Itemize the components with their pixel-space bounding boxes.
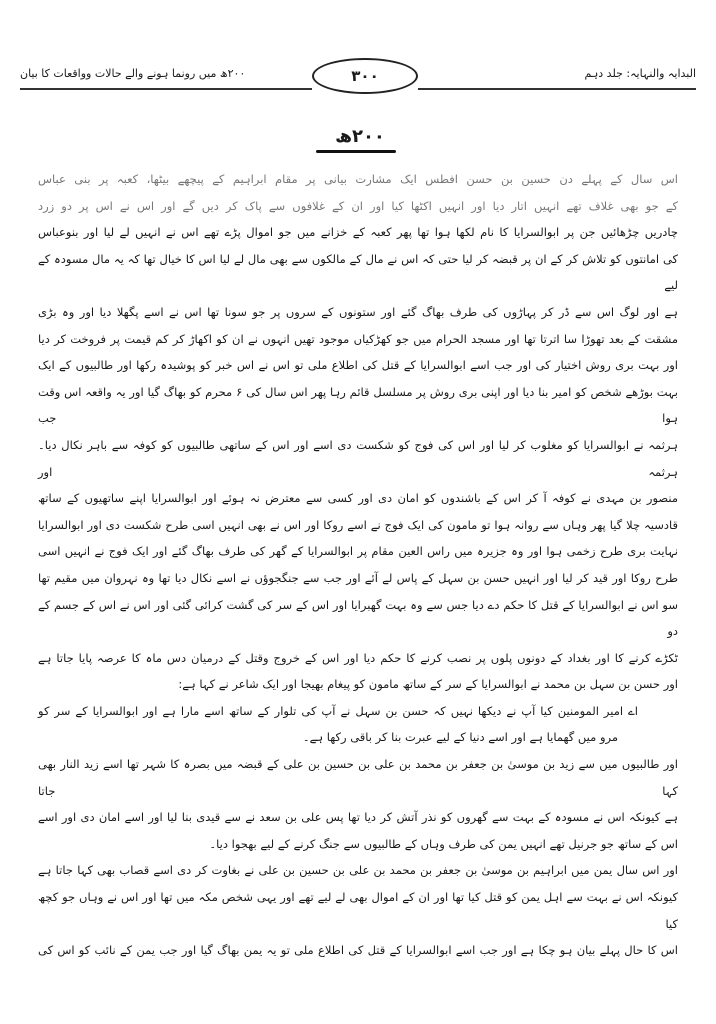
text-line: کے جو بھی غلاف تھے انہیں اتار دیا اور انہیں اکٹھا کیا اور ان کے غلافوں سے پاک کر دیں گے اور اس نے اس پر دو زرد xyxy=(38,198,678,213)
text-line: قادسیہ چلا گیا پھر وہاں سے روانہ ہوا تو مامون کی ایک فوج نے اسے روکا اور اس نے بھی انہیں اسی طرح شکست دی اور ابوالسرایا xyxy=(38,517,678,532)
body-text xyxy=(38,166,678,964)
text-line: مشقت کے بعد تھوڑا سا اترتا تھا اور مسجد الحرام میں جو کھڑکیاں موجود تھیں انہوں نے ان کو اکھاڑ کر کم قیمت پر فروخت کر دیا xyxy=(38,331,678,346)
text-line: اس سال کے پہلے دن حسین بن حسن افطس ایک مشارت بیانی پر مقام ابراہیم کے پیچھے بیٹھا، کعبہ پر بنی عباس xyxy=(38,172,678,186)
text-line: ہرثمہ نے ابوالسرایا کو مغلوب کر لیا اور اس کی فوج کو شکست دی اسے اور اس کے ساتھی طالبیوں کو کوفہ سے باہر نکال دیا۔ ہرثمہ اور xyxy=(38,437,678,479)
text-line: منصور بن مہدی نے کوفہ آ کر اس کے باشندوں کو امان دی اور کسی سے معترض نہ ہوئے اور ابوالسرایا اپنے ساتھیوں کے ساتھ xyxy=(38,491,678,506)
text-line: ہے اور لوگ اس سے ڈر کر پہاڑوں کی طرف بھاگ گئے اور ستونوں کے سروں پر جو سونا تھا اس نے اسے پگھلا دیا اور وہ بڑی xyxy=(38,304,678,319)
text-line: سو اس نے ابوالسرایا کے قتل کا حکم دے دیا جس سے وہ بہت گھبرایا اور اس کے سر کی گشت کرائی گئی اور اس نے اس کے جسم کے دو xyxy=(38,597,678,639)
text-line: نہایت بری طرح زخمی ہوا اور وہ جزیرہ میں راس العین مقام پر ابوالسرایا کے گھر کی طرف بھاگ گئے اور ایک فوج نے انہیں اسی xyxy=(38,544,678,559)
header-rule-left xyxy=(20,88,312,90)
text-line: چادریں چڑھائیں جن پر ابوالسرایا کا نام لکھا ہوا تھا پھر کعبہ کے خزانے میں جو اموال پڑے تھے اس نے انہیں لے لیا اور بنوعباس xyxy=(38,225,678,240)
text-line: اور بہت بری روش اختیار کی اور جب اسے ابوالسرایا کے قتل کی اطلاع ملی تو اس نے اس خبر کو پوشیدہ رکھا اور طالبیوں کے ایک xyxy=(38,358,678,373)
header-rule-right xyxy=(418,88,696,90)
chapter-title: ۲۰۰ھ میں رونما ہونے والے حالات وواقعات کا بیان xyxy=(20,67,246,80)
text-line: ٹکڑے کرنے کا اور بغداد کے دونوں پلوں پر نصب کرنے کا حکم دیا اور اس کے خروج وقتل کے درمیان دس ماہ کا عرصہ پایا جاتا ہے xyxy=(38,650,678,665)
page-number: ۳۰۰ xyxy=(312,58,418,94)
text-line: اور طالبیوں میں سے زید بن موسیٰ بن جعفر بن محمد بن علی بن حسین بن علی کے قبضہ میں بصرہ کا شہر تھا اسے زید النار بھی کہا جاتا xyxy=(38,757,678,798)
section-heading-underline xyxy=(316,150,396,153)
text-line: اس کا حال پہلے بیان ہو چکا ہے اور جب اسے ابوالسرایا کے قتل کی اطلاع ملی تو یہ یمن بھاگ گیا اور جب یمن کے نائب کو اس کی xyxy=(38,943,678,958)
text-line: کیونکہ اس نے بہت سے اہل یمن کو قتل کیا تھا اور ان کے اموال بھی لے لیے تھے اور یہی شخص مکہ میں تھا اور اس نے وہاں جو کچھ کیا xyxy=(38,890,678,931)
text-line: ہے کیونکہ اس نے مسودہ کے بہت سے گھروں کو نذر آتش کر دیا تھا پس علی بن سعد نے سے قیدی بنا لیا اور اسے امان دی اور اسے xyxy=(38,810,678,825)
text-line: اور اس سال یمن میں ابراہیم بن موسیٰ بن جعفر بن محمد بن علی بن حسین بن علی نے بغاوت کر دی اسے قصاب بھی کہا جاتا ہے xyxy=(38,863,678,878)
running-header xyxy=(20,58,696,94)
text-line: اس کے ساتھ جو جرنیل تھے انہیں یمن کی طرف وہاں کے طالبیوں سے جنگ کرنے کے لیے بھجوا دیا۔ xyxy=(209,836,678,851)
text-line: کی امانتوں کو تلاش کر کے ان پر قبضہ کر لیا حتی کہ اس نے مال کے مالکوں سے بھی مال لے لیا اس کا خیال تھا کہ یہ مال مسودہ کے لیے xyxy=(38,251,678,293)
verse-line: اے امیر المومنین کیا آپ نے دیکھا نہیں کہ حسن بن سہل نے آپ کی تلوار کے ساتھ اسے مارا ہے اور ابوالسرایا کے سر کو xyxy=(38,703,638,718)
text-line: اور حسن بن سہل بن محمد نے ابوالسرایا کے سر کے ساتھ مامون کو پیغام بھیجا اور ایک شاعر نے کہا ہے: xyxy=(178,677,678,692)
verse-line: مرو میں گھمایا ہے اور اسے دنیا کے لیے عبرت بنا کر باقی رکھا ہے۔ xyxy=(302,730,618,745)
book-title: البدایہ والنہایہ: جلد دہم xyxy=(584,67,696,80)
section-heading: ۲۰۰ھ xyxy=(335,126,385,147)
text-line: طرح روکا اور قید کر لیا اور انہیں حسن بن سہل کے پاس لے آئے اور جب سے جنگجوؤں نے اسے نکال دیا تھا وہ نہروان میں مقیم تھا xyxy=(38,570,678,585)
text-line: بہت بوڑھے شخص کو امیر بنا دیا اور اپنی بری روش پر مسلسل قائم رہا پھر اس سال کی ۶ محرم کو بھاگ گیا اور یہ واقعہ اس وقت ہوا جب xyxy=(38,384,679,426)
